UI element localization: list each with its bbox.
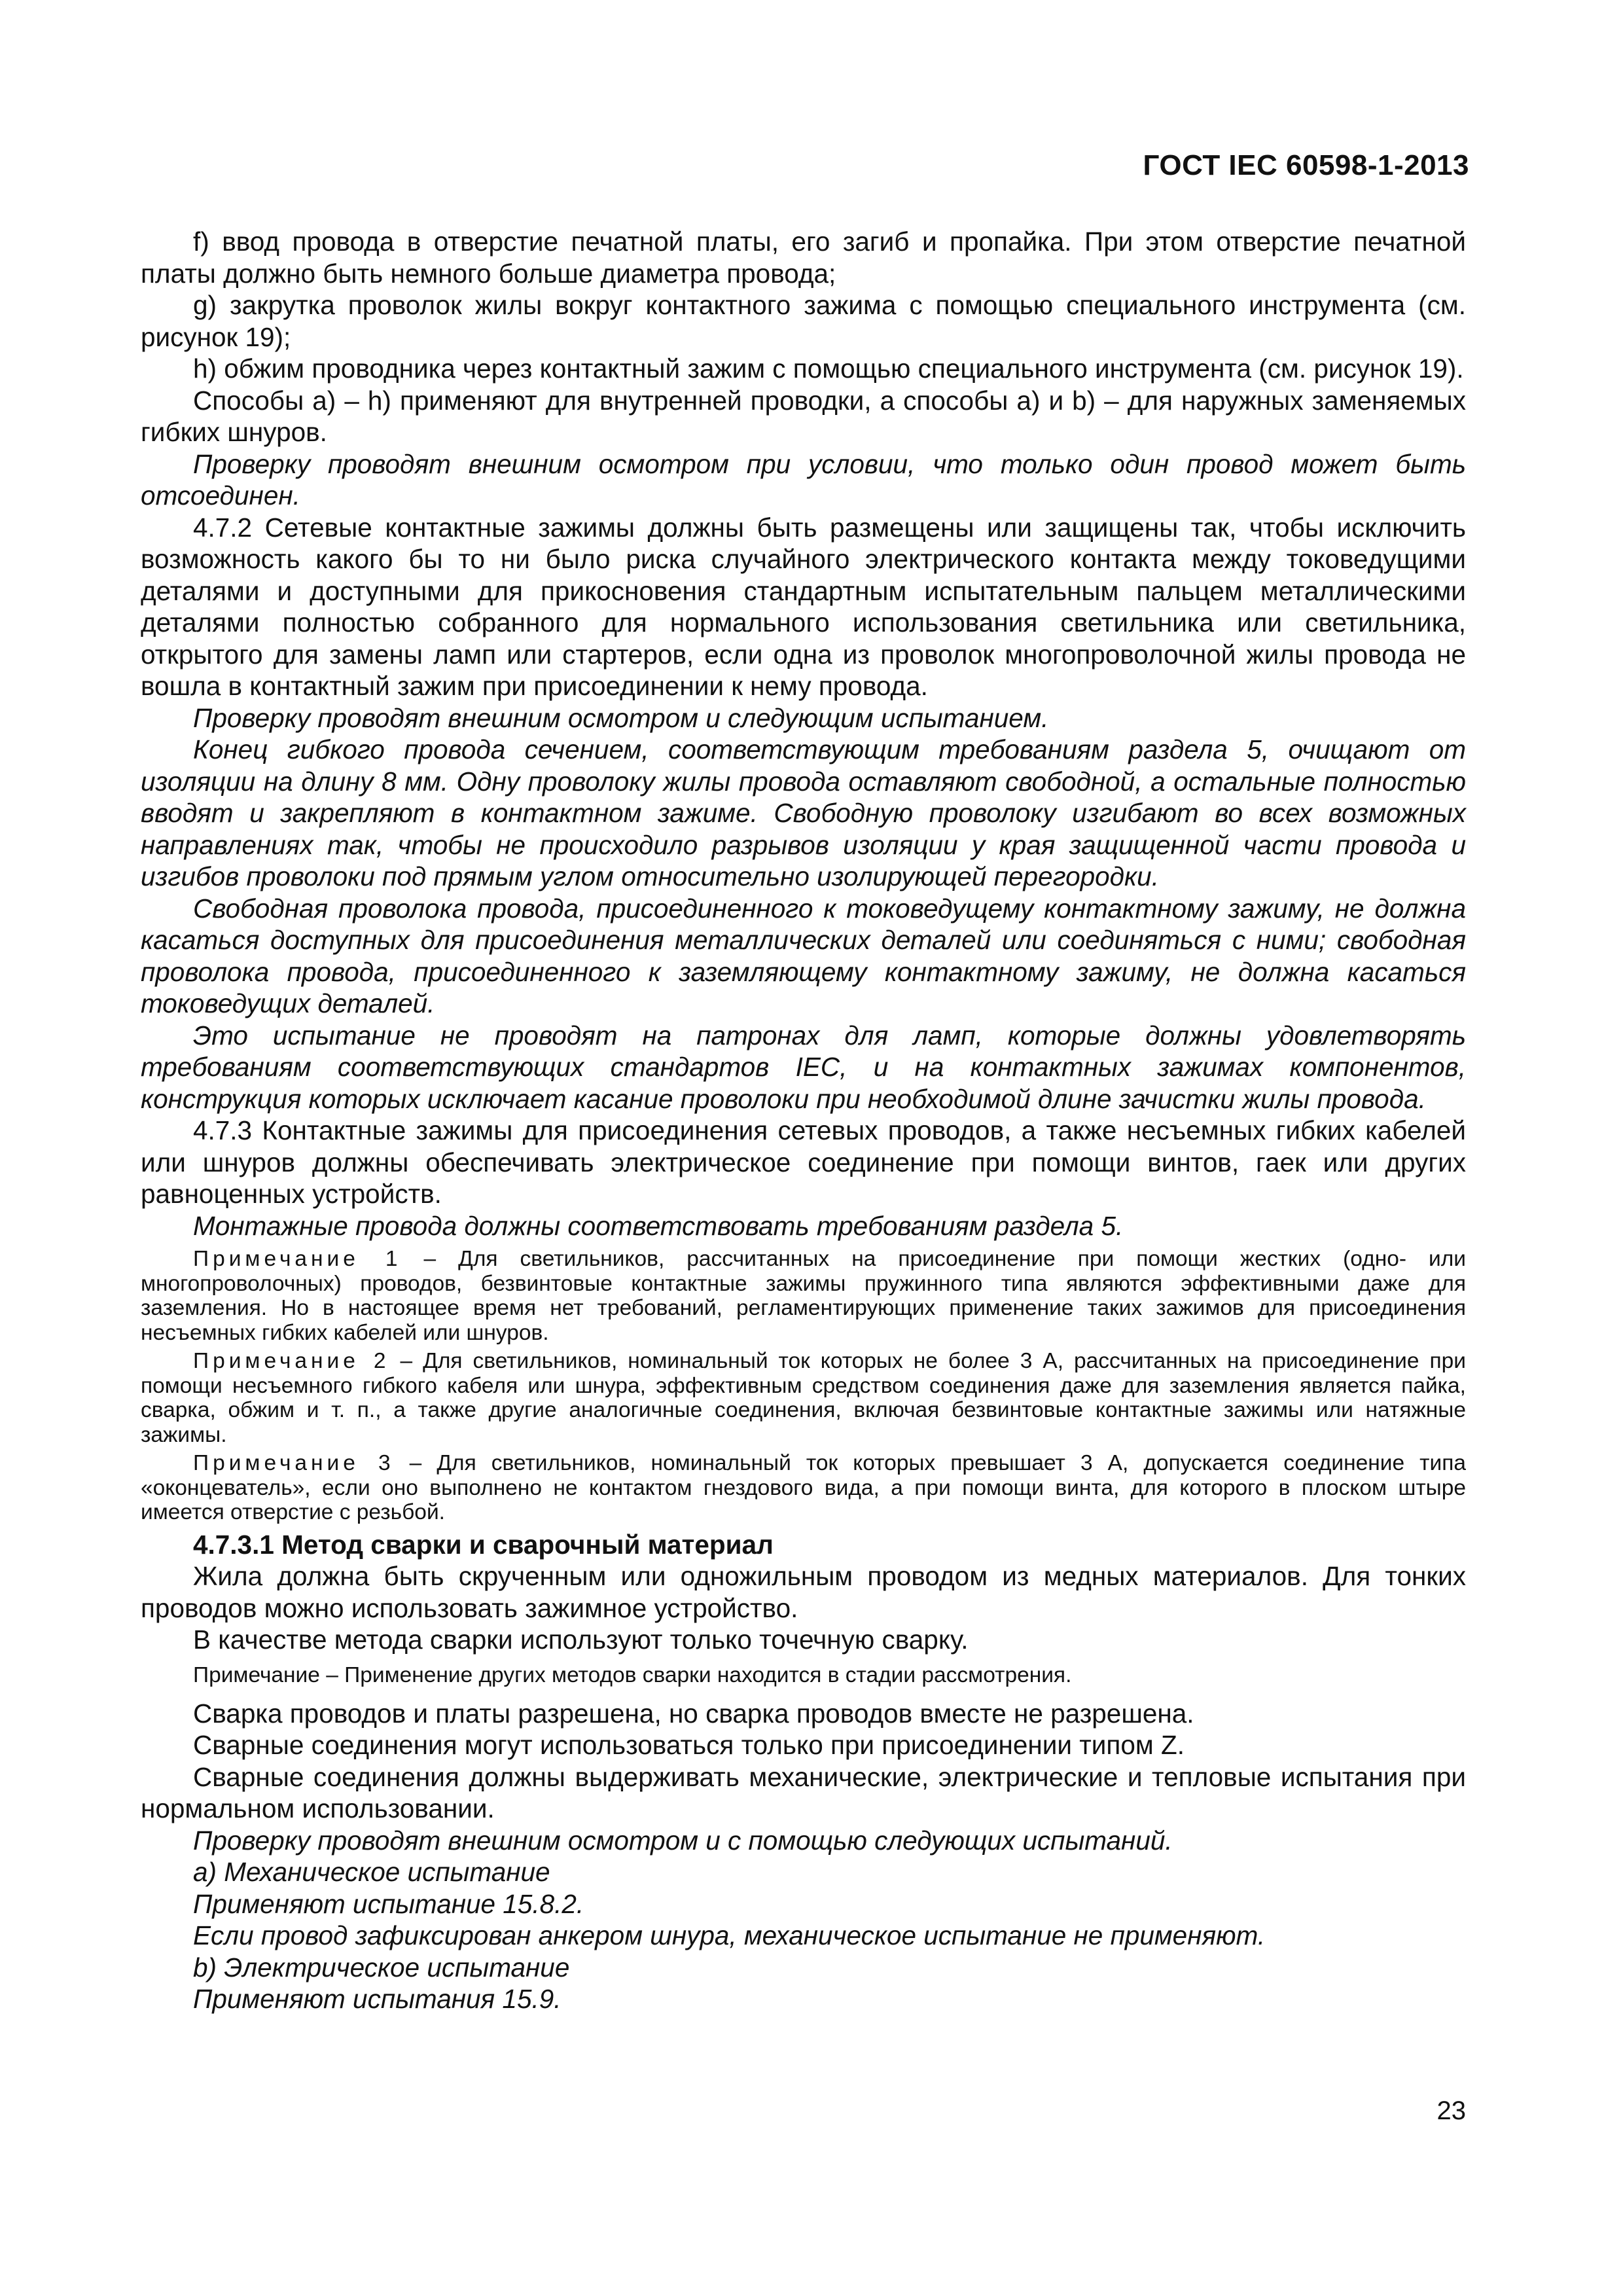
note-2 [141,1349,1466,1447]
note-2-label: Примечание 2 [193,1349,390,1373]
section-check-line: Применяют испытание 15.8.2. [193,1888,584,1919]
note-1 [141,1247,1466,1345]
section-check-line: Проверку проводят внешним осмотром и с помощью следующих испытаний. [193,1825,1173,1856]
section-paragraph: Жила должна быть скрученным или одножильным проводом из медных материалов. Для тонких проводов можно использовать зажимное устройство. [141,1561,1466,1623]
standard-designation: ГОСТ IEC 60598-1-2013 [1143,149,1469,181]
note-3-label: Примечание 3 [193,1451,395,1475]
section-check-line: b) Электрическое испытание [193,1952,570,1982]
methods-paragraph: Способы а) – h) применяют для внутренней проводки, а способы а) и b) – для наружных заменяемых гибких шнуров. [141,385,1466,447]
note-3-text: – Для светильников, номинальный ток которых превышает 3 А, допускается соединение типа «оконцеватель», если оно выполнено не контактом гнездового вида, а при помощи винта, для которого в плоском штыре имеется отверстие с резьбой. [141,1451,1466,1524]
section-check-line: a) Механическое испытание [193,1857,550,1887]
test-intro-paragraph: Проверку проводят внешним осмотром и следующим испытанием. [193,702,1049,733]
note-3 [141,1451,1466,1525]
page-number: 23 [1436,2096,1466,2125]
list-item-f: f) ввод провода в отверстие печатной платы, его загиб и пропайка. При этом отверстие печатной платы должно быть немного больше диаметра провода; [141,226,1466,289]
test-exemption-paragraph: Это испытание не проводят на патронах для ламп, которые должны удовлетворять требованиям соответствующих стандартов IEC, и на контактных зажимах компонентов, конструкция которых исключает касание проволоки при необходимой длине зачистки жилы провода. [141,1020,1466,1114]
wiring-requirement-paragraph: Монтажные провода должны соответствовать требованиям раздела 5. [193,1210,1124,1241]
check-paragraph: Проверку проводят внешним осмотром при условии, что только один провод может быть отсоединен. [141,448,1466,511]
list-item-g: g) закрутка проволок жилы вокруг контактного зажима с помощью специального инструмента (см. рисунок 19); [141,290,1466,352]
note-1-label: Примечание 1 [193,1247,402,1271]
section-check-line: Применяют испытания 15.9. [193,1984,562,2014]
list-item-h: h) обжим проводника через контактный зажим с помощью специального инструмента (см. рисунок 19). [193,353,1464,384]
clause-4-7-2: 4.7.2 Сетевые контактные зажимы должны быть размещены или защищены так, чтобы исключить возможность какого бы то ни было риска случайного электрического контакта между токоведущими деталями и доступными для прикосновения стандартным испытательным пальцем металлическими деталями полностью собранного для нормального использования светильника или светильника, открытого для замены ламп или стартеров, если одна из проволок многопроволочной жилы провода не вошла в контактный зажим при присоединении к нему провода. [141,512,1466,701]
section-paragraph: В качестве метода сварки используют только точечную сварку. [193,1624,969,1655]
section-check-line: Если провод зафиксирован анкером шнура, механическое испытание не применяют. [193,1920,1266,1950]
section-paragraph: Сварные соединения могут использоваться только при присоединении типом Z. [193,1730,1185,1760]
section-heading: 4.7.3.1 Метод сварки и сварочный материал [193,1529,774,1560]
test-requirement-paragraph: Свободная проволока провода, присоединенного к токоведущему контактному зажиму, не должна касаться доступных для присоединения металлических деталей или соединяться с ними; свободная проволока провода, присоединенного к заземляющему контактному зажиму, не должна касаться токоведущих деталей. [141,893,1466,1018]
section-note: Примечание – Применение других методов сварки находится в стадии рассмотрения. [193,1662,1072,1687]
test-procedure-paragraph: Конец гибкого провода сечением, соответствующим требованиям раздела 5, очищают от изоляции на длину 8 мм. Одну проволоку жилы провода оставляют свободной, а остальные полностью вводят и закрепляют в контактном зажиме. Свободную проволоку изгибают во всех возможных направлениях так, чтобы не происходило разрывов изоляции у края защищенной части провода и изгибов проволоки под прямым углом относительно изолирующей перегородки. [141,734,1466,891]
section-paragraph: Сварка проводов и платы разрешена, но сварка проводов вместе не разрешена. [193,1698,1194,1729]
section-paragraph: Сварные соединения должны выдерживать механические, электрические и тепловые испытания при нормальном использовании. [141,1761,1466,1823]
page-body [141,226,1466,2015]
note-1-text: – Для светильников, рассчитанных на присоединение при помощи жестких (одно- или многопроволочных) проводов, безвинтовые контактные зажимы пружинного типа являются эффективными даже для заземления. Но в настоящее время нет требований, регламентирующих применение таких зажимов для присоединения несъемных гибких кабелей или шнуров. [141,1247,1466,1345]
clause-4-7-3: 4.7.3 Контактные зажимы для присоединения сетевых проводов, а также несъемных гибких кабелей или шнуров должны обеспечивать электрическое соединение при помощи винтов, гаек или других равноценных устройств. [141,1115,1466,1209]
note-2-text: – Для светильников, номинальный ток которых не более 3 А, рассчитанных на присоединение при помощи несъемного гибкого кабеля или шнура, эффективным средством соединения даже для заземления является пайка, сварка, обжим и т. п., а также другие аналогичные соединения, включая безвинтовые контактные зажимы или натяжные зажимы. [141,1349,1466,1447]
